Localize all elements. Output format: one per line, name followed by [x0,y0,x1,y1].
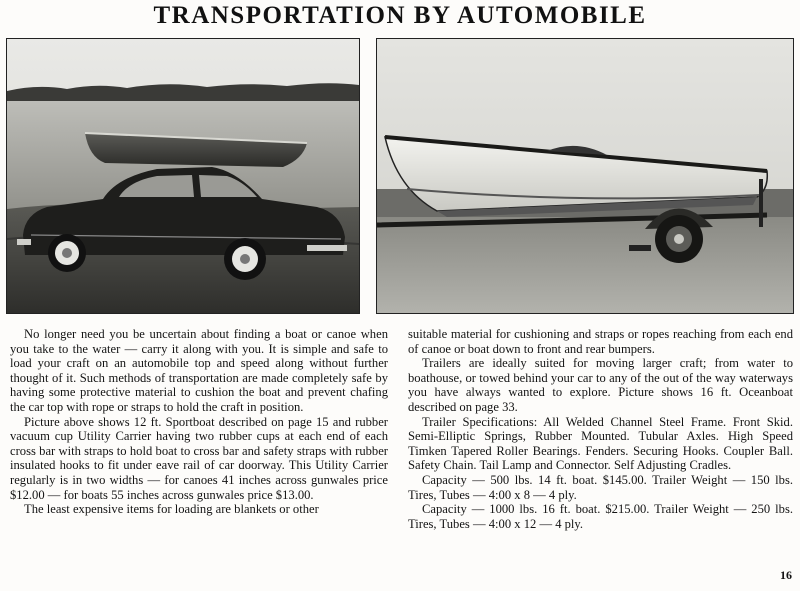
paragraph-capacity-500: Capacity — 500 lbs. 14 ft. boat. $145.00. Trailer Weight — 150 lbs. Tires, Tubes — 4:00 x 8 — 4 ply. [408,472,793,502]
paragraph-loading-items-continued: suitable material for cushioning and straps or ropes reaching from each end of canoe or boat down to front and rear bumpers. [408,327,793,356]
paragraph-intro: No longer need you be uncertain about finding a boat or canoe when you take to the water — carry it along with you. It is simple and safe to load your craft on an automobile top and speed along without further thought of it. Such methods of transportation are made completely safe by having some protective material to cushion the boat and prevent chafing the car top with rope or straps to hold the craft in position. [10,327,388,414]
paragraph-sportboat-carrier: Picture above shows 12 ft. Sportboat described on page 15 and rubber vacuum cup Utility Carrier having two rubber cups at each end of each cross bar with straps to hold boat to cross bar and safety straps with rubber insulated hooks to fit under eave rail of car doorway. This Utility Carrier regularly is in two widths — for canoes 41 inches across gunwales price $12.00 — for boats 55 inches across gunwales price $13.00. [10,414,388,502]
photo-car-with-boat-on-roof [6,38,360,314]
photo-boat-on-trailer [376,38,794,314]
paragraph-capacity-1000: Capacity — 1000 lbs. 16 ft. boat. $215.00. Trailer Weight — 250 lbs. Tires, Tubes — 4:00 x 12 — 4 ply. [408,502,793,531]
page-number: 16 [780,568,792,582]
left-text-column [10,327,388,517]
page-title: TRANSPORTATION BY AUTOMOBILE [153,2,647,29]
paragraph-trailers: Trailers are ideally suited for moving larger craft; from water to boathouse, or towed behind your car to any of the out of the way waterways you have always wanted to explore. Picture shows 16 ft. Oceanboat described on page 33. [408,356,793,414]
right-text-column [408,327,793,531]
paragraph-trailer-specifications: Trailer Specifications: All Welded Channel Steel Frame. Front Skid. Semi-Elliptic Springs, Rubber Mounted. Tubular Axles. High Speed Timken Tapered Roller Bearings. Fenders. Securing Hooks. Coupler Ball. Safety Chain. Tail Lamp and Connector. Self Adjusting Cradles. [408,414,793,473]
paragraph-loading-items: The least expensive items for loading are blankets or other [24,502,319,517]
